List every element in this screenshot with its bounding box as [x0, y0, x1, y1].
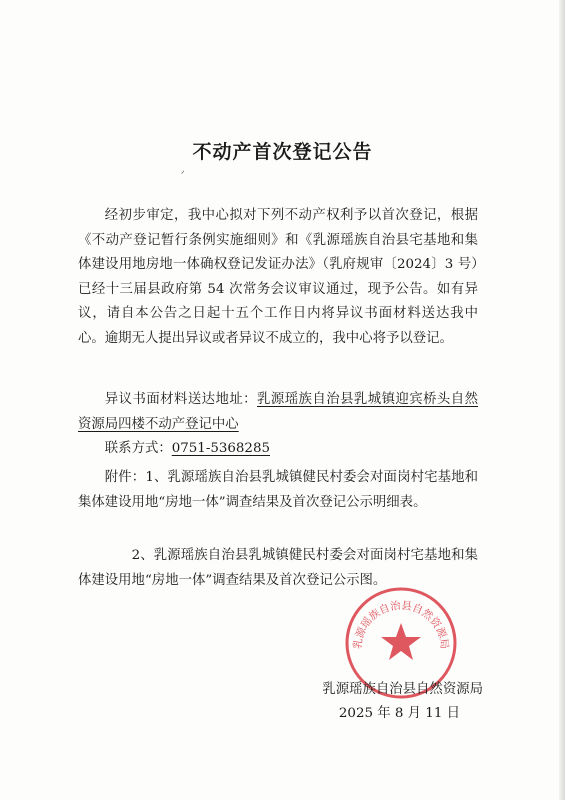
address-value: 乳源瑶族自治县乳城镇迎宾桥头自然资源局四楼不动产登记中心: [78, 392, 479, 432]
scan-edge: [559, 0, 565, 800]
contact-label: 联系方式：: [104, 441, 172, 456]
seal-star-icon: [381, 623, 421, 660]
signature-date: 2025 年 8 月 11 日: [338, 706, 460, 721]
address-label: 异议书面材料送达地址：: [104, 392, 258, 407]
address-line: [78, 388, 478, 437]
attachment-1: 附件：1、乳源瑶族自治县乳城镇健民村委会对面岗村宅基地和集体建设用地“房地一体”调查结果及首次登记公示明细表。: [78, 470, 478, 510]
main-paragraph: 经初步审定，我中心拟对下列不动产权利予以首次登记，根据《不动产登记暂行条例实施细则》和《乳源瑶族自治县宅基地和集体建设用地房地一体确权登记发证办法》（乳府规审〔2024〕3 号）已经十三届县政府第 54 次常务会议审议通过，现予公告。如有异议，请自本公告之日起十五个工作日内将异议书面材料送达我中心。逾期无人提出异议或者异议不成立的，我中心将予以登记。: [78, 208, 478, 346]
attachment-2: 2、乳源瑶族自治县乳城镇健民村委会对面岗村宅基地和集体建设用地“房地一体”调查结果及首次登记公示图。: [78, 548, 478, 588]
contact-line: [78, 437, 478, 462]
seal-text: 乳源瑶族自治县自然资源局: [351, 599, 451, 650]
contact-value: 0751-5368285: [171, 441, 270, 456]
scan-mark: ᐟ: [181, 170, 185, 180]
document-title: 不动产首次登记公告: [192, 141, 373, 163]
signature-organization: 乳源瑶族自治县自然资源局: [322, 682, 483, 697]
